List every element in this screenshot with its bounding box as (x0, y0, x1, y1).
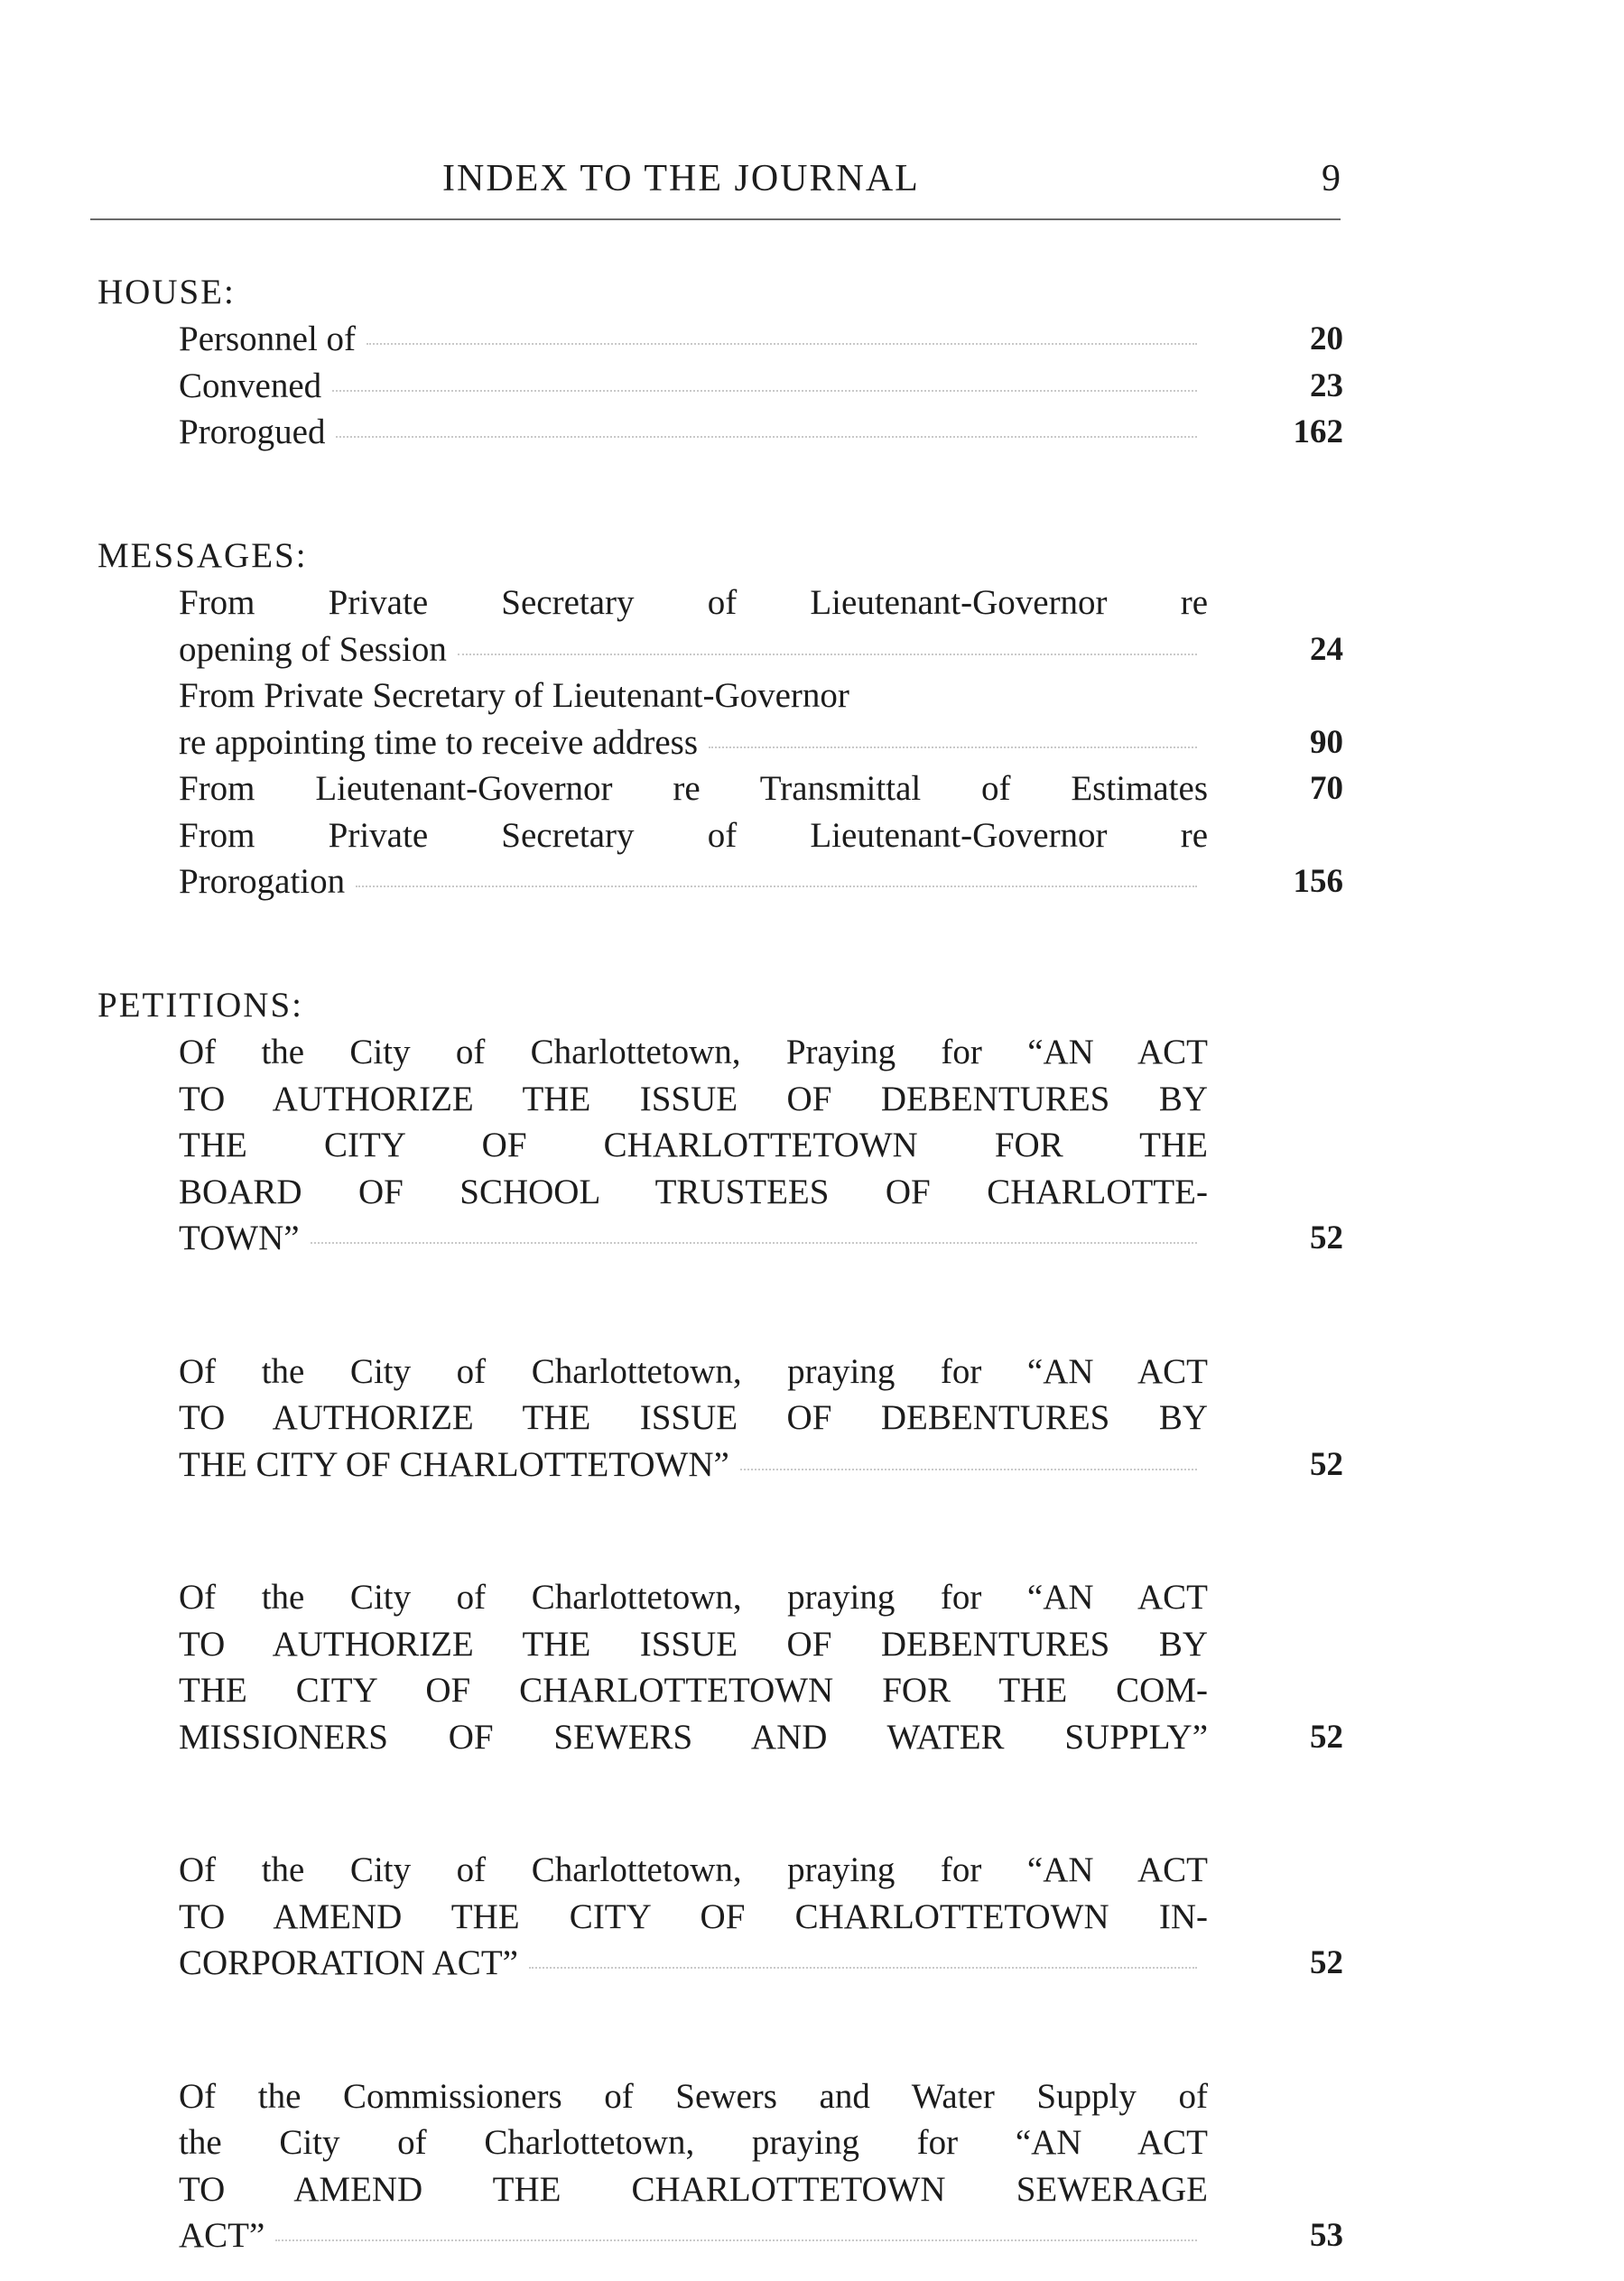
dot-leader (275, 2239, 1197, 2241)
entry-line: TOWN” (179, 1215, 1208, 1262)
index-entry (179, 409, 1343, 456)
entry-line: From Private Secretary of Lieutenant-Governor (179, 676, 849, 715)
entry-line: Prorogation (179, 858, 1208, 905)
entry-line: TO AMEND THE CITY OF CHARLOTTETOWN IN- (179, 1896, 1208, 1936)
page-reference: 52 (1310, 1445, 1343, 1483)
page-reference: 162 (1293, 413, 1343, 450)
entry-line: From Lieutenant-Governor re Transmittal of Estimates (179, 769, 1208, 808)
page-reference: 53 (1310, 2217, 1343, 2254)
entry-line: TO AUTHORIZE THE ISSUE OF DEBENTURES BY (179, 1079, 1208, 1118)
entry-line: THE CITY OF CHARLOTTETOWN FOR THE COM- (179, 1671, 1208, 1710)
entry-line: TO AUTHORIZE THE ISSUE OF DEBENTURES BY (179, 1624, 1208, 1664)
header-rule (90, 218, 1341, 220)
page-reference: 52 (1310, 1718, 1343, 1756)
dot-leader (458, 654, 1197, 655)
entry-line: MISSIONERS OF SEWERS AND WATER SUPPLY” (179, 1717, 1208, 1757)
entry-line: TO AUTHORIZE THE ISSUE OF DEBENTURES BY (179, 1398, 1208, 1437)
index-entry (179, 1349, 1343, 1488)
entry-line: BOARD OF SCHOOL TRUSTEES OF CHARLOTTE- (179, 1172, 1208, 1211)
index-entry (179, 2073, 1343, 2259)
index-entry (179, 1029, 1343, 1262)
dot-leader (311, 1242, 1197, 1244)
page-number: 9 (1322, 158, 1341, 199)
entry-line: THE CITY OF CHARLOTTETOWN” (179, 1442, 1208, 1488)
entry-line: From Private Secretary of Lieutenant-Governor re (179, 815, 1208, 855)
entry-line: Prorogued (179, 409, 1208, 456)
dot-leader (332, 390, 1197, 392)
entry-line: Of the City of Charlottetown, praying for “AN ACT (179, 1850, 1208, 1889)
running-header (90, 153, 1341, 217)
entry-line: Convened (179, 363, 1208, 410)
entry-line: CORPORATION ACT” (179, 1940, 1208, 1987)
index-entry (179, 363, 1343, 410)
entry-line: Of the City of Charlottetown, Praying for “AN ACT (179, 1033, 1208, 1071)
entry-line: From Private Secretary of Lieutenant-Governor re (179, 583, 1208, 622)
section-petitions (97, 982, 1343, 2259)
page-title: INDEX TO THE JOURNAL (442, 158, 920, 199)
entry-line: the City of Charlottetown, praying for “AN ACT (179, 2123, 1208, 2162)
dot-leader (367, 343, 1197, 345)
section-heading: MESSAGES: (97, 536, 308, 575)
dot-leader (336, 436, 1197, 438)
entry-line: Of the City of Charlottetown, praying for “AN ACT (179, 1578, 1208, 1617)
page-reference: 23 (1310, 366, 1343, 404)
index-entry (179, 765, 1343, 812)
section-messages (97, 533, 1343, 905)
index-entry (179, 1847, 1343, 1987)
index-entry (179, 1574, 1343, 1760)
entry-line: Of the Commissioners of Sewers and Water Supply of (179, 2076, 1208, 2116)
entry-line: Of the City of Charlottetown, praying for “AN ACT (179, 1351, 1208, 1391)
entry-line: Personnel of (179, 316, 1208, 363)
page-reference: 90 (1310, 723, 1343, 761)
section-heading: HOUSE: (97, 273, 236, 311)
page-reference: 20 (1310, 320, 1343, 357)
dot-leader (356, 886, 1197, 887)
index-entry (179, 580, 1343, 672)
page-reference: 52 (1310, 1944, 1343, 1981)
page-reference: 156 (1293, 863, 1343, 900)
dot-leader (529, 1967, 1197, 1969)
index-entry (179, 316, 1343, 363)
page-reference: 52 (1310, 1219, 1343, 1256)
page-reference: 24 (1310, 630, 1343, 668)
dot-leader (709, 746, 1197, 748)
section-heading: PETITIONS: (97, 986, 303, 1025)
entry-line: opening of Session (179, 626, 1208, 673)
dot-leader (740, 1469, 1197, 1470)
index-entry (179, 672, 1343, 765)
entry-line: THE CITY OF CHARLOTTETOWN FOR THE (179, 1126, 1208, 1164)
entry-line: TO AMEND THE CHARLOTTETOWN SEWERAGE (179, 2169, 1208, 2209)
index-entry (179, 812, 1343, 905)
section-house (97, 269, 1343, 456)
page-reference: 70 (1310, 770, 1343, 807)
entry-line: ACT” (179, 2212, 1208, 2259)
entry-line: re appointing time to receive address (179, 719, 1208, 766)
